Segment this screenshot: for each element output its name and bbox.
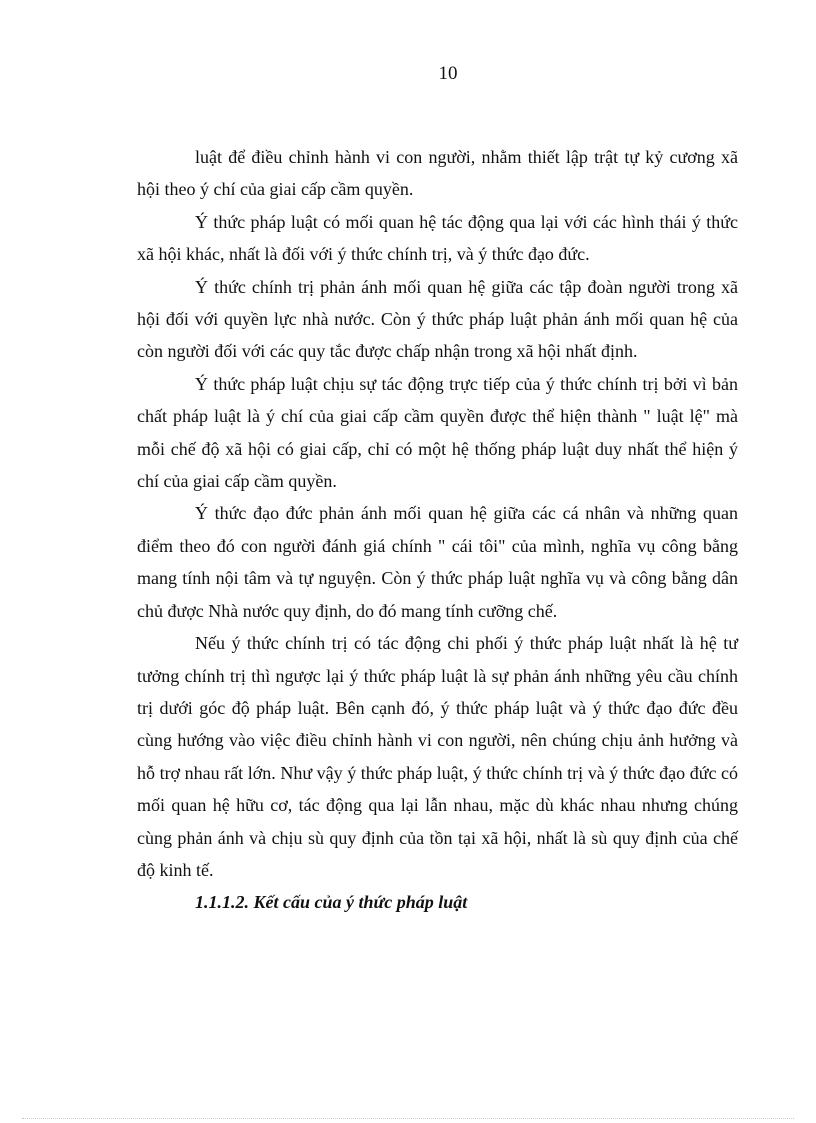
paragraph-4: Ý thức pháp luật chịu sự tác động trực tiếp của ý thức chính trị bởi vì bản chất pháp luật là ý chí của giai cấp cầm quyền được thể hiện thành " luật lệ" mà mỗi chế độ xã hội có giai cấp, chỉ có một hệ thống pháp luật duy nhất thể hiện ý chí của giai cấp cầm quyền. — [137, 373, 738, 492]
section-heading: 1.1.1.2. Kết cấu của ý thức pháp luật — [195, 892, 468, 913]
paragraph-5: Ý thức đạo đức phản ánh mối quan hệ giữa các cá nhân và những quan điểm theo đó con người đánh giá chính " cái tôi" của mình, nghĩa vụ công bằng mang tính nội tâm và tự nguyện. Còn ý thức pháp luật nghĩa vụ và công bằng dân chủ được Nhà nước quy định, do đó mang tính cưỡng chế. — [137, 503, 738, 621]
page-number: 10 — [438, 63, 458, 84]
paragraph-6: Nếu ý thức chính trị có tác động chi phối ý thức pháp luật nhất là hệ tư tưởng chính trị thì ngược lại ý thức pháp luật là sự phản ánh những yêu cầu chính trị dưới góc độ pháp luật. Bên cạnh đó, ý thức pháp luật và ý thức đạo đức đều cùng hướng vào việc điều chỉnh hành vi con người, nên chúng chịu ảnh hưởng và hỗ trợ nhau rất lớn. Như vậy ý thức pháp luật, ý thức chính trị và ý thức đạo đức có mối quan hệ hữu cơ, tác động qua lại lẫn nhau, mặc dù khác nhau nhưng chúng cùng phản ánh và chịu sù quy định của tồn tại xã hội, nhất là sù quy định của chế độ kinh tế. — [137, 633, 738, 880]
page-bottom-divider — [22, 1118, 794, 1119]
document-body — [137, 141, 738, 919]
paragraph-3: Ý thức chính trị phản ánh mối quan hệ giữa các tập đoàn người trong xã hội đối với quyền lực nhà nước. Còn ý thức pháp luật phản ánh mối quan hệ của còn người đối với các quy tắc được chấp nhận trong xã hội nhất định. — [137, 276, 738, 362]
paragraph-1-continuation: luật để điều chỉnh hành vi con người, nhằm thiết lập trật tự kỷ cương xã hội theo ý chí của giai cấp cầm quyền. — [137, 147, 738, 200]
paragraph-2: Ý thức pháp luật có mối quan hệ tác động qua lại với các hình thái ý thức xã hội khác, nhất là đối với ý thức chính trị, và ý thức đạo đức. — [137, 211, 738, 265]
